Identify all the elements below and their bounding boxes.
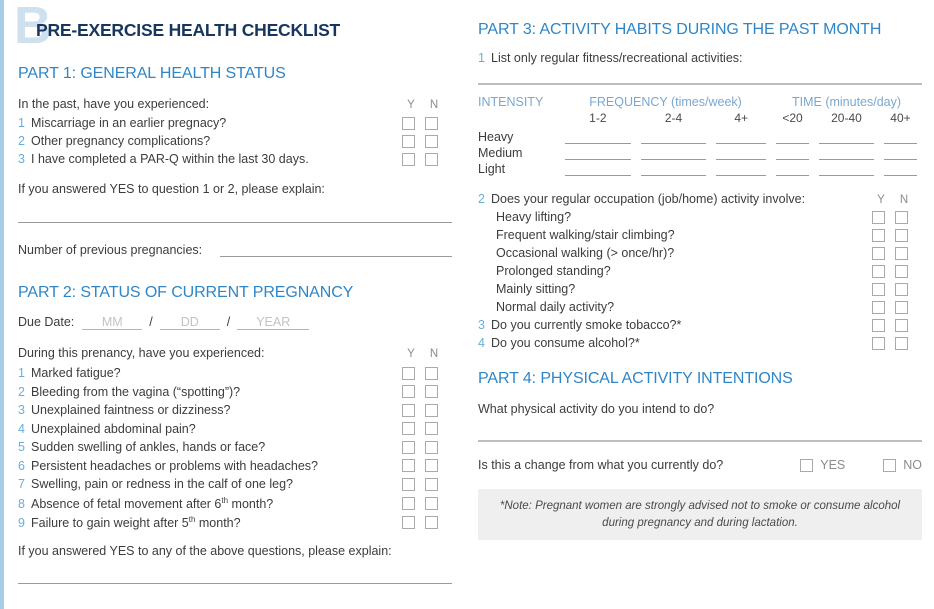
question-number: 9 (18, 516, 25, 531)
part1-q1-no-checkbox[interactable] (425, 117, 438, 130)
question-text: Bleeding from the vagina (“spotting”)? (31, 384, 241, 399)
question-text: Unexplained faintness or dizziness? (31, 403, 231, 417)
part1-question-row (18, 134, 452, 148)
part2-q3-no-checkbox[interactable] (425, 404, 438, 417)
change-yes-label: YES (820, 458, 846, 472)
question-text: Absence of fetal movement after 6 (31, 496, 222, 511)
part1-heading: PART 1: GENERAL HEALTH STATUS (18, 65, 286, 82)
part4-change-row (478, 458, 922, 472)
part1-q1-yes-checkbox[interactable] (402, 117, 415, 130)
part1-explain-line[interactable] (18, 222, 452, 223)
question-number: 2 (18, 384, 25, 399)
light-freq-4plus-input[interactable] (711, 161, 771, 177)
part1-no-header: N (429, 99, 439, 111)
normal-daily-activity-no-checkbox[interactable] (895, 301, 908, 314)
question-number: 8 (18, 496, 25, 511)
change-no-checkbox[interactable] (883, 459, 896, 472)
question-number: 2 (18, 134, 25, 148)
question-number: 2 (478, 192, 485, 206)
previous-pregnancies-input[interactable] (220, 243, 452, 257)
occupation-row (478, 210, 922, 224)
part2-explain-line[interactable] (18, 583, 452, 584)
part2-q2-yes-checkbox[interactable] (402, 385, 415, 398)
part3-question-row (478, 336, 922, 350)
part2-q5-no-checkbox[interactable] (425, 441, 438, 454)
occupation-label: Mainly sitting? (496, 282, 576, 296)
part2-question-row (18, 422, 452, 436)
part2-question-row (18, 366, 452, 380)
prolonged-standing-yes-checkbox[interactable] (872, 265, 885, 278)
part3-question-row (478, 318, 922, 332)
normal-daily-activity-yes-checkbox[interactable] (872, 301, 885, 314)
page-title: PRE-EXERCISE HEALTH CHECKLIST (36, 20, 341, 40)
light-time-20-40-input[interactable] (814, 161, 879, 177)
part2-question-row (18, 403, 452, 417)
question-text: Swelling, pain or redness in the calf of one leg? (31, 477, 293, 491)
occasional-walking-yes-checkbox[interactable] (872, 247, 885, 260)
frequency-header: FREQUENCY (times/week) (589, 95, 742, 109)
due-date-day-input[interactable]: DD (160, 315, 220, 330)
medium-freq-2-4-input[interactable] (636, 145, 712, 161)
heavy-lifting-no-checkbox[interactable] (895, 211, 908, 224)
part2-yes-header: Y (407, 348, 415, 360)
part4-activity-line[interactable] (478, 440, 922, 442)
question-text: Does your regular occupation (job/home) activity involve: (491, 192, 806, 206)
consume-alcohol-yes-checkbox[interactable] (872, 337, 885, 350)
part2-q8-no-checkbox[interactable] (425, 497, 438, 510)
occasional-walking-no-checkbox[interactable] (895, 247, 908, 260)
question-text-after: month? (195, 516, 241, 531)
table-row (478, 145, 922, 161)
part2-question-row (18, 459, 452, 473)
intensity-header: INTENSITY (478, 95, 544, 109)
part2-q9-no-checkbox[interactable] (425, 516, 438, 529)
date-separator-2: / (226, 315, 231, 329)
part2-q6-no-checkbox[interactable] (425, 459, 438, 472)
smoke-tobacco-yes-checkbox[interactable] (872, 319, 885, 332)
heavy-freq-4plus-input[interactable] (711, 129, 771, 145)
part2-question-row (18, 496, 452, 511)
occupation-label: Frequent walking/stair climbing? (496, 228, 675, 242)
question-text: Do you consume alcohol?* (491, 336, 640, 350)
previous-pregnancies-label: Number of previous pregnancies: (18, 243, 203, 257)
question-text: Persistent headaches or problems with headaches? (31, 458, 318, 473)
part2-question-row (18, 515, 452, 530)
heavy-freq-1-2-input[interactable] (560, 129, 636, 145)
question-text: Sudden swelling of ankles, hands or face? (31, 440, 266, 454)
ordinal-suffix: th (188, 515, 196, 525)
freq-col-4plus: 4+ (734, 111, 749, 125)
question-number: 3 (18, 403, 25, 417)
part2-q8-yes-checkbox[interactable] (402, 497, 415, 510)
table-header-row (478, 95, 922, 111)
footnote-text: *Note: Pregnant women are strongly advised not to smoke or consume alcohol during pregnancy and during lactation. (499, 500, 901, 529)
heavy-time-under20-input[interactable] (771, 129, 814, 145)
part1-prompt: In the past, have you experienced: (18, 97, 210, 111)
part2-q6-yes-checkbox[interactable] (402, 459, 415, 472)
heavy-freq-2-4-input[interactable] (636, 129, 712, 145)
mainly-sitting-yes-checkbox[interactable] (872, 283, 885, 296)
part2-q1-yes-checkbox[interactable] (402, 367, 415, 380)
part1-q2-yes-checkbox[interactable] (402, 135, 415, 148)
question-text-after: month? (228, 496, 274, 511)
question-number: 1 (18, 366, 25, 380)
part2-q9-yes-checkbox[interactable] (402, 516, 415, 529)
activity-habits-table (478, 95, 922, 177)
occupation-row (478, 264, 922, 278)
question-number: 1 (478, 51, 485, 65)
light-time-under20-input[interactable] (771, 161, 814, 177)
consume-alcohol-no-checkbox[interactable] (895, 337, 908, 350)
part4-prompt: What physical activity do you intend to do? (478, 402, 715, 416)
part4-heading: PART 4: PHYSICAL ACTIVITY INTENTIONS (478, 370, 793, 387)
change-no-label: NO (903, 458, 922, 472)
ordinal-suffix: th (221, 495, 229, 505)
question-text: I have completed a PAR-Q within the last 30 days. (31, 152, 309, 166)
part3-q1-row (478, 51, 922, 65)
mainly-sitting-no-checkbox[interactable] (895, 283, 908, 296)
heavy-time-20-40-input[interactable] (814, 129, 879, 145)
question-text: Do you currently smoke tobacco?* (491, 318, 682, 332)
question-number: 5 (18, 440, 25, 454)
heavy-time-40plus-input[interactable] (879, 129, 922, 145)
part3-table-top-rule (478, 83, 922, 85)
question-number: 6 (18, 458, 25, 473)
part3-no-header: N (899, 194, 909, 206)
question-text: Failure to gain weight after 5 (31, 516, 189, 531)
occupation-label: Occasional walking (> once/hr)? (496, 246, 675, 260)
part1-question-row (18, 116, 452, 130)
part2-question-list (18, 366, 452, 530)
part1-q3-no-checkbox[interactable] (425, 153, 438, 166)
medium-time-under20-input[interactable] (771, 145, 814, 161)
question-number: 7 (18, 477, 25, 491)
table-row (478, 129, 922, 145)
frequent-walking-no-checkbox[interactable] (895, 229, 908, 242)
question-text: List only regular fitness/recreational activities: (491, 51, 743, 65)
due-date-month-input[interactable]: MM (82, 315, 142, 330)
part2-no-header: N (429, 348, 439, 360)
due-date-label: Due Date: (18, 315, 75, 329)
footnote-box (478, 489, 922, 540)
part1-question-row (18, 152, 452, 166)
time-col-under20: <20 (782, 111, 803, 125)
part1-explain-prompt: If you answered YES to question 1 or 2, please explain: (18, 182, 325, 196)
occupation-label: Normal daily activity? (496, 300, 615, 314)
light-freq-2-4-input[interactable] (636, 161, 712, 177)
medium-time-40plus-input[interactable] (879, 145, 922, 161)
frequent-walking-yes-checkbox[interactable] (872, 229, 885, 242)
freq-col-1-2: 1-2 (589, 111, 607, 125)
right-column (470, 0, 934, 609)
part2-q4-yes-checkbox[interactable] (402, 422, 415, 435)
part3-heading: PART 3: ACTIVITY HABITS DURING THE PAST MONTH (478, 21, 882, 38)
part2-explain-prompt: If you answered YES to any of the above questions, please explain: (18, 544, 392, 559)
occupation-row (478, 228, 922, 242)
occupation-row (478, 282, 922, 296)
prolonged-standing-no-checkbox[interactable] (895, 265, 908, 278)
question-text: Marked fatigue? (31, 366, 121, 380)
occupation-item-list (478, 210, 922, 350)
occupation-label: Heavy lifting? (496, 210, 572, 224)
part1-yes-header: Y (407, 99, 415, 111)
change-yes-checkbox[interactable] (800, 459, 813, 472)
part2-question-row (18, 385, 452, 399)
heavy-lifting-yes-checkbox[interactable] (872, 211, 885, 224)
question-number: 3 (18, 152, 25, 166)
table-row (478, 161, 922, 177)
row-label-light: Light (478, 162, 506, 176)
smoke-tobacco-no-checkbox[interactable] (895, 319, 908, 332)
medium-freq-1-2-input[interactable] (560, 145, 636, 161)
freq-col-2-4: 2-4 (664, 111, 683, 125)
occupation-label: Prolonged standing? (496, 264, 611, 278)
time-col-40plus: 40+ (890, 111, 911, 125)
document-header (14, 0, 452, 55)
due-date-group (18, 315, 452, 330)
row-label-heavy: Heavy (478, 130, 514, 144)
part4-change-question: Is this a change from what you currently do? (478, 458, 724, 472)
question-text: Miscarriage in an earlier pregnacy? (31, 116, 227, 130)
part1-question-list (18, 116, 452, 166)
occupation-row (478, 246, 922, 260)
occupation-row (478, 300, 922, 314)
part2-q5-yes-checkbox[interactable] (402, 441, 415, 454)
time-header: TIME (minutes/day) (792, 95, 902, 109)
question-text: Other pregnancy complications? (31, 134, 211, 148)
part2-q1-no-checkbox[interactable] (425, 367, 438, 380)
due-date-year-input[interactable]: YEAR (237, 315, 309, 330)
part1-q2-no-checkbox[interactable] (425, 135, 438, 148)
part2-q7-yes-checkbox[interactable] (402, 478, 415, 491)
table-subheader-row (478, 111, 922, 129)
light-freq-1-2-input[interactable] (560, 161, 636, 177)
question-number: 4 (18, 421, 25, 436)
part1-q3-yes-checkbox[interactable] (402, 153, 415, 166)
part2-q7-no-checkbox[interactable] (425, 478, 438, 491)
part2-heading: PART 2: STATUS OF CURRENT PREGNANCY (18, 284, 354, 301)
medium-freq-4plus-input[interactable] (711, 145, 771, 161)
part2-prompt: During this prenancy, have you experienced: (18, 346, 265, 360)
part2-q4-no-checkbox[interactable] (425, 422, 438, 435)
medium-time-20-40-input[interactable] (814, 145, 879, 161)
watermark-letter: B (14, 0, 50, 55)
question-number: 4 (478, 336, 485, 350)
part3-yes-header: Y (877, 194, 885, 206)
part2-q3-yes-checkbox[interactable] (402, 404, 415, 417)
part2-question-row (18, 477, 452, 491)
part2-question-row (18, 440, 452, 454)
question-number: 1 (18, 116, 25, 130)
time-col-20-40: 20-40 (831, 111, 862, 125)
question-text: Unexplained abdominal pain? (31, 421, 196, 436)
part2-q2-no-checkbox[interactable] (425, 385, 438, 398)
row-label-medium: Medium (478, 146, 523, 160)
date-separator-1: / (149, 315, 153, 329)
light-time-40plus-input[interactable] (879, 161, 922, 177)
question-number: 3 (478, 318, 485, 332)
